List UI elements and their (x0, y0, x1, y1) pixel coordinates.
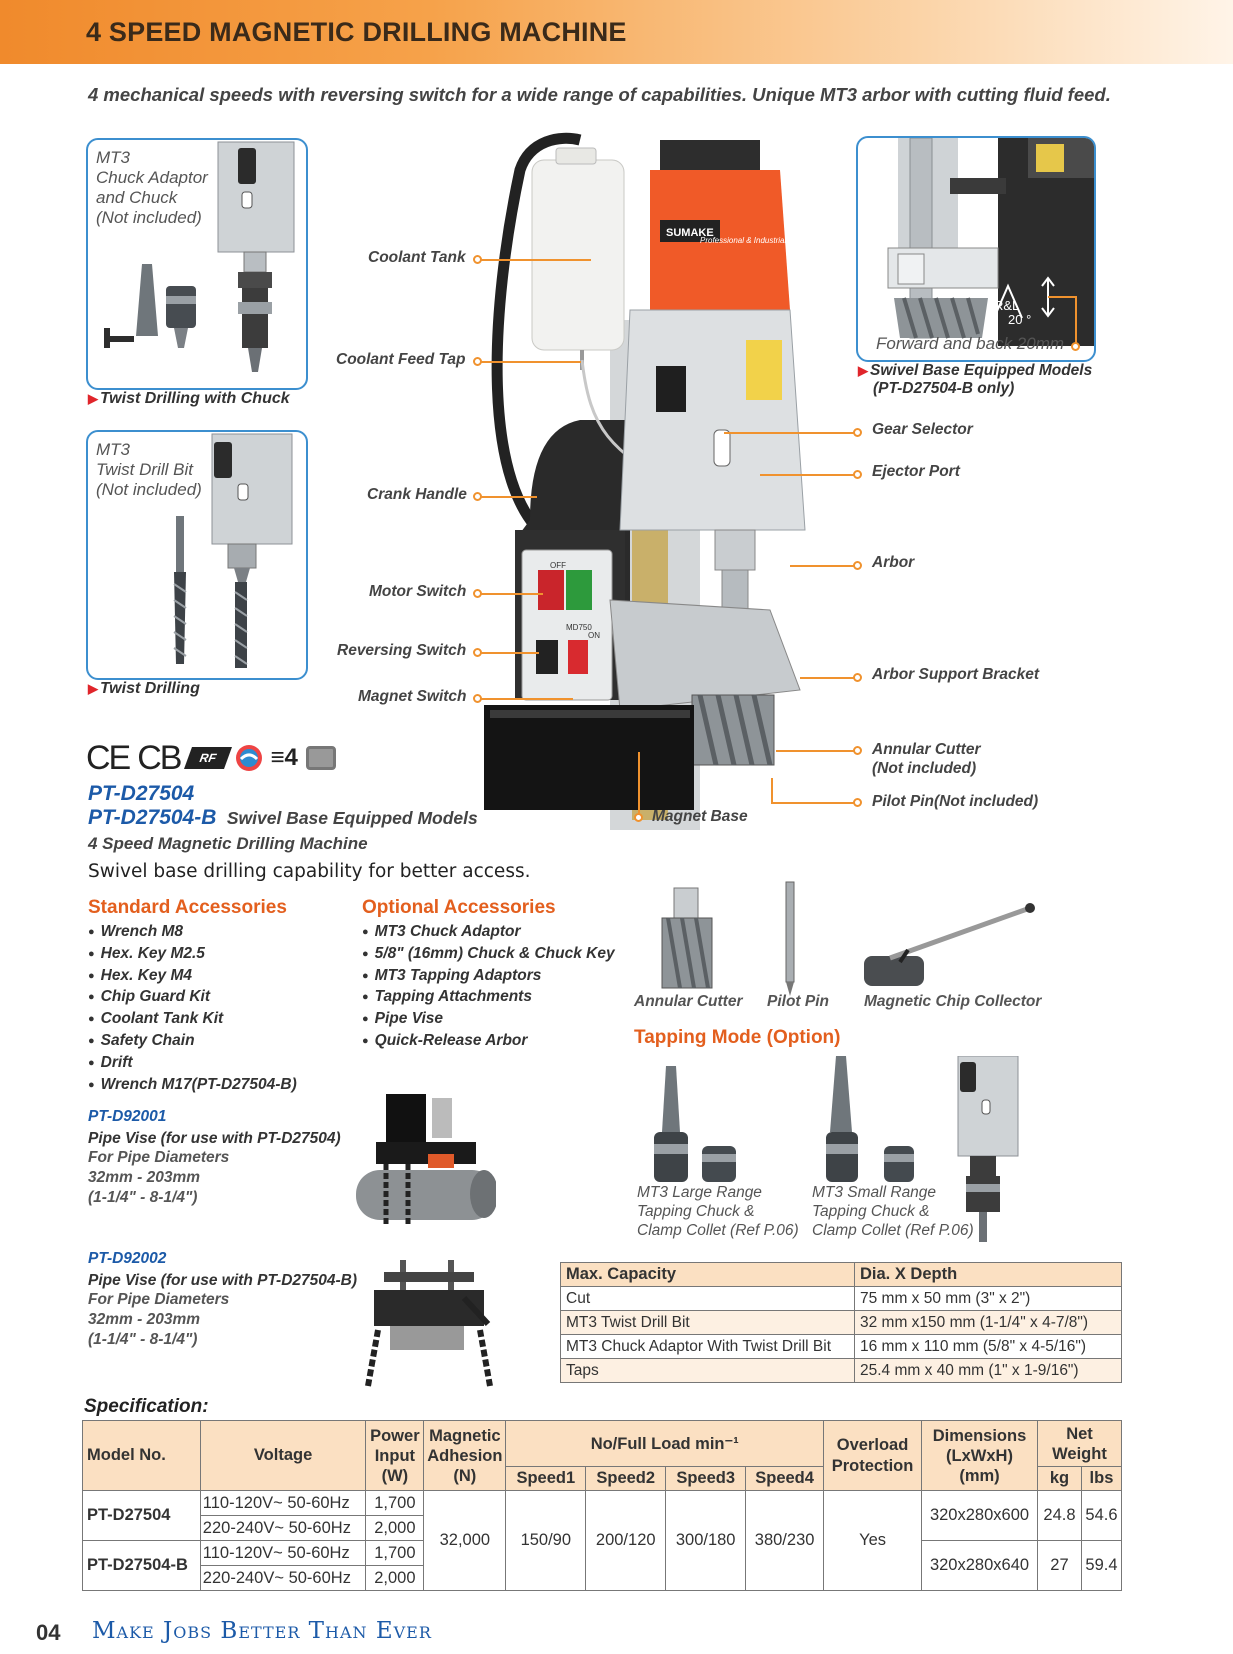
eco-mark-icon (236, 745, 262, 771)
dot-annular-cutter (853, 746, 862, 755)
callout-crank-handle: Crank Handle (367, 486, 467, 503)
e4-mark-icon: ≡4 (270, 744, 298, 771)
spec-header-magnetic: Magnetic Adhesion (N) (424, 1421, 506, 1491)
chuck-caption: ▶ Twist Drilling with Chuck (88, 390, 290, 407)
list-item: ● Coolant Tank Kit (88, 1009, 297, 1031)
spec-header-weight: Net Weight (1037, 1421, 1121, 1467)
drilling-machine-image (470, 130, 830, 830)
vise-title: Pipe Vise (for use with PT-D27504) (88, 1130, 341, 1147)
table-header-cell: Max. Capacity (561, 1263, 855, 1287)
swivel-dot (1071, 342, 1080, 351)
svg-text:ON: ON (588, 631, 600, 640)
page-number: 04 (36, 1620, 61, 1645)
brand-text: SUMAKE (666, 227, 714, 239)
accessory-images (650, 878, 1070, 998)
spec-kg-2: 27 (1037, 1541, 1081, 1591)
list-item: ● Wrench M8 (88, 922, 297, 944)
brand-subtext: Professional & Industrial (700, 236, 787, 245)
vise-desc-1: For Pipe Diameters (88, 1149, 230, 1166)
vise-desc-1: For Pipe Diameters (88, 1291, 230, 1308)
model-number-2-row (88, 806, 478, 830)
callout-magnet-base: Magnet Base (652, 808, 748, 825)
table-header-cell: Dia. X Depth (855, 1263, 1122, 1287)
list-item: ● Drift (88, 1053, 297, 1075)
leader-coolant-feed-tap (481, 361, 581, 363)
list-item: ● Pipe Vise (362, 1009, 615, 1031)
swivel-leader-h (1048, 296, 1076, 298)
callout-gear-selector: Gear Selector (872, 421, 973, 438)
vise-code: PT-D92001 (88, 1108, 167, 1125)
spec-model-2: PT-D27504-B (83, 1541, 201, 1591)
callout-arbor: Arbor (872, 554, 915, 571)
table-cell: 75 mm x 50 mm (3" x 2") (855, 1287, 1122, 1311)
tapping-large-caption: MT3 Large Range Tapping Chuck & Clamp Collet (Ref P.06) (637, 1184, 799, 1239)
spec-table (82, 1420, 1122, 1591)
spec-lbs-1: 54.6 (1081, 1491, 1121, 1541)
callout-magnet-switch: Magnet Switch (358, 688, 467, 705)
product-feature: Swivel base drilling capability for better access. (88, 861, 531, 882)
spec-header-speed4: Speed4 (746, 1467, 824, 1491)
spec-power: 2,000 (366, 1566, 424, 1591)
model-number-2: PT-D27504-B (88, 806, 217, 829)
optional-accessories-title: Optional Accessories (362, 897, 556, 918)
drill-panel (86, 430, 308, 680)
callout-arbor-support-bracket: Arbor Support Bracket (872, 666, 1040, 683)
footer-slogan: Make Jobs Better Than Ever (92, 1618, 432, 1644)
spec-dims-1: 320x280x600 (922, 1491, 1038, 1541)
spec-header-dimensions: Dimensions (LxWxH) (mm) (922, 1421, 1038, 1491)
swivel-angle-value: 20 ° (1008, 312, 1032, 327)
spec-header-power: Power Input (W) (366, 1421, 424, 1491)
spec-model-1: PT-D27504 (83, 1491, 201, 1541)
table-row (561, 1359, 1122, 1383)
leader-pilot-pin-v (771, 778, 773, 803)
spec-header-speed2: Speed2 (586, 1467, 666, 1491)
pipe-vise-2 (88, 1250, 357, 1350)
table-row (561, 1335, 1122, 1359)
list-item: ● Quick-Release Arbor (362, 1031, 615, 1053)
leader-arbor-support-bracket (800, 677, 854, 679)
spec-speed3: 300/180 (666, 1491, 746, 1591)
drill-caption: ▶ Twist Drilling (88, 680, 200, 697)
spec-dims-2: 320x280x640 (922, 1541, 1038, 1591)
vise-desc-3: (1-1/4" - 8-1/4") (88, 1331, 198, 1348)
swivel-travel-label: Forward and back 20mm (876, 334, 1065, 353)
swivel-leader (1075, 296, 1077, 343)
leader-pilot-pin (771, 802, 855, 804)
swivel-illustration (858, 138, 1094, 360)
spec-power: 1,700 (366, 1491, 424, 1516)
chuck-panel (86, 138, 308, 390)
dot-arbor-support-bracket (853, 673, 862, 682)
vise-code: PT-D92002 (88, 1250, 167, 1267)
list-item: ● MT3 Chuck Adaptor (362, 922, 615, 944)
table-cell: 25.4 mm x 40 mm (1" x 1-9/16") (855, 1359, 1122, 1383)
cb-mark-icon: CB (137, 738, 181, 777)
spec-header-speed1: Speed1 (506, 1467, 586, 1491)
vise-desc-2: 32mm - 203mm (88, 1169, 201, 1186)
pipe-vise-1-image (356, 1094, 496, 1234)
spec-header-model: Model No. (83, 1421, 201, 1491)
list-item: ● Chip Guard Kit (88, 987, 297, 1009)
table-row (561, 1287, 1122, 1311)
callout-pilot-pin: Pilot Pin(Not included) (872, 793, 1039, 810)
list-item: ● Hex. Key M2.5 (88, 944, 297, 966)
spec-overload: Yes (824, 1491, 922, 1591)
spec-voltage: 110-120V~ 50-60Hz (200, 1541, 366, 1566)
callout-ejector-port: Ejector Port (872, 463, 960, 480)
tapping-small-caption: MT3 Small Range Tapping Chuck & Clamp Collet (Ref P.06) (812, 1184, 974, 1239)
spec-power: 2,000 (366, 1516, 424, 1541)
spec-header-lbs: lbs (1081, 1467, 1121, 1491)
spec-voltage: 110-120V~ 50-60Hz (200, 1491, 366, 1516)
leader-magnet-base (638, 752, 640, 814)
list-item: ● Wrench M17(PT-D27504-B) (88, 1075, 297, 1097)
spec-power: 1,700 (366, 1541, 424, 1566)
swivel-caption: ▶ Swivel Base Equipped Models (PT-D27504-B only) (858, 362, 1093, 397)
spec-magnetic: 32,000 (424, 1491, 506, 1591)
spec-header-kg: kg (1037, 1467, 1081, 1491)
standard-accessories-title: Standard Accessories (88, 897, 287, 918)
callout-reversing-switch: Reversing Switch (337, 642, 467, 659)
certification-icons (86, 740, 336, 776)
optional-accessories-list (362, 922, 615, 1053)
ce-mark-icon: CE (86, 738, 130, 777)
leader-magnet-switch (481, 698, 573, 700)
dot-magnet-base (634, 813, 643, 822)
leader-annular-cutter (776, 750, 854, 752)
table-cell: MT3 Chuck Adaptor With Twist Drill Bit (561, 1335, 855, 1359)
table-cell: 16 mm x 110 mm (5/8" x 4-5/16") (855, 1335, 1122, 1359)
list-item: ● Hex. Key M4 (88, 966, 297, 988)
dot-arbor (853, 561, 862, 570)
spec-header-speed3: Speed3 (666, 1467, 746, 1491)
pipe-vise-2-image (364, 1250, 494, 1390)
dot-gear-selector (853, 428, 862, 437)
standard-accessories-list (88, 922, 297, 1096)
table-row (83, 1491, 1122, 1516)
leader-motor-switch (481, 593, 543, 595)
vise-desc-3: (1-1/4" - 8-1/4") (88, 1189, 198, 1206)
table-cell: Taps (561, 1359, 855, 1383)
spec-speed4: 380/230 (746, 1491, 824, 1591)
list-item: ● MT3 Tapping Adaptors (362, 966, 615, 988)
leader-ejector-port (760, 474, 854, 476)
spec-title: Specification: (84, 1396, 209, 1417)
leader-arbor (790, 565, 854, 567)
chuck-panel-label: MT3 Chuck Adaptor and Chuck (Not included) (96, 148, 208, 227)
spec-header-voltage: Voltage (200, 1421, 366, 1491)
rf-mark-icon: RF (184, 747, 232, 769)
capacity-table (560, 1262, 1122, 1383)
spec-lbs-2: 59.4 (1081, 1541, 1121, 1591)
vise-title: Pipe Vise (for use with PT-D27504-B) (88, 1272, 358, 1289)
panel-model-text: MD750 (566, 623, 592, 632)
accessory-label-pin: Pilot Pin (767, 993, 829, 1010)
model-2-note: Swivel Base Equipped Models (226, 808, 478, 828)
leader-reversing-switch (481, 652, 539, 654)
table-cell: 32 mm x150 mm (1-1/4" x 4-7/8") (855, 1311, 1122, 1335)
case-icon (306, 746, 336, 770)
list-item: ● Tapping Attachments (362, 987, 615, 1009)
dot-pilot-pin (853, 798, 862, 807)
spec-header-load: No/Full Load min⁻¹ (506, 1421, 824, 1467)
leader-gear-selector (724, 432, 854, 434)
swivel-panel (856, 136, 1096, 362)
table-cell: Cut (561, 1287, 855, 1311)
list-item: ● 5/8" (16mm) Chuck & Chuck Key (362, 944, 615, 966)
svg-text:OFF: OFF (550, 561, 566, 570)
accessory-label-cutter: Annular Cutter (634, 993, 743, 1010)
spec-voltage: 220-240V~ 50-60Hz (200, 1516, 366, 1541)
spec-header-row-1 (83, 1421, 1122, 1467)
swivel-angle-label: R&L (994, 298, 1020, 313)
callout-coolant-tank: Coolant Tank (368, 249, 466, 266)
drill-panel-label: MT3 Twist Drill Bit (Not included) (96, 440, 202, 499)
spec-speed1: 150/90 (506, 1491, 586, 1591)
product-name: 4 Speed Magnetic Drilling Machine (88, 834, 368, 853)
dot-ejector-port (853, 470, 862, 479)
spec-speed2: 200/120 (586, 1491, 666, 1591)
table-cell: MT3 Twist Drill Bit (561, 1311, 855, 1335)
pipe-vise-1 (88, 1108, 341, 1208)
callout-coolant-feed-tap: Coolant Feed Tap (336, 351, 466, 368)
leader-crank-handle (481, 496, 537, 498)
vise-desc-2: 32mm - 203mm (88, 1311, 201, 1328)
chuck-illustration (88, 140, 306, 388)
spec-voltage: 220-240V~ 50-60Hz (200, 1566, 366, 1591)
model-number-1: PT-D27504 (88, 782, 195, 805)
page-title: 4 SPEED MAGNETIC DRILLING MACHINE (86, 17, 627, 47)
callout-motor-switch: Motor Switch (369, 583, 467, 600)
intro-text: 4 mechanical speeds with reversing switch for a wide range of capabilities. Unique MT3 arbor with cutting fluid feed. (88, 84, 1111, 105)
spec-kg-1: 24.8 (1037, 1491, 1081, 1541)
table-header-row (561, 1263, 1122, 1287)
drill-illustration (88, 432, 306, 678)
leader-coolant-tank (481, 259, 591, 261)
accessory-label-collector: Magnetic Chip Collector (864, 993, 1042, 1010)
callout-annular-cutter: Annular Cutter (Not included) (872, 741, 981, 777)
table-row (561, 1311, 1122, 1335)
list-item: ● Safety Chain (88, 1031, 297, 1053)
spec-header-overload: Overload Protection (824, 1421, 922, 1491)
tapping-mode-title: Tapping Mode (Option) (634, 1027, 841, 1048)
